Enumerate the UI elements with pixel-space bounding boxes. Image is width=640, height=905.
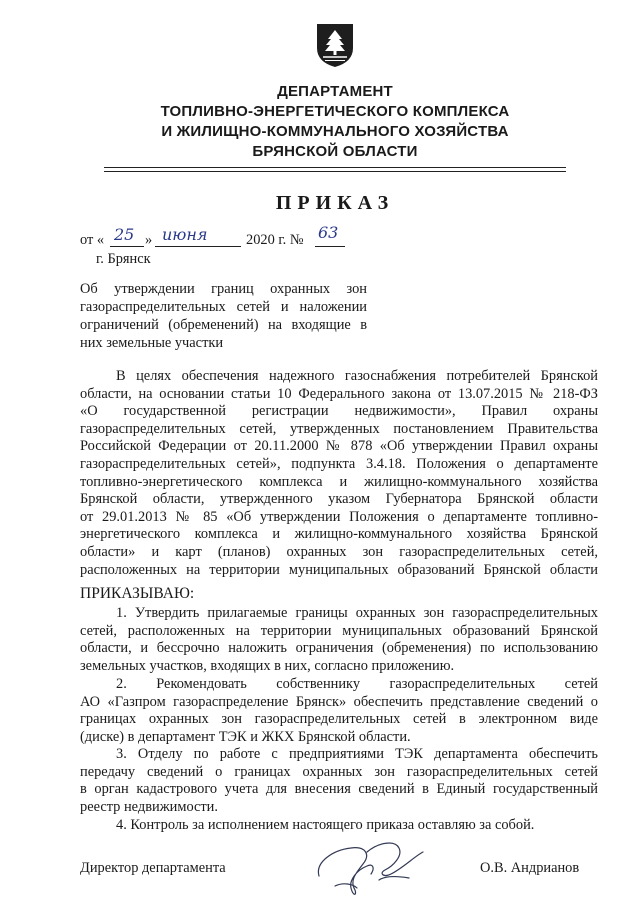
subject-line: Об утверждении границ охранных зон [80, 281, 367, 297]
order-subject [80, 280, 367, 352]
department-name-line-2: ТОПЛИВНО-ЭНЕРГЕТИЧЕСКОГО КОМПЛЕКСА [160, 103, 510, 120]
header-rule-bottom [104, 171, 566, 172]
item-line: области, и бессрочно наложить ограничения (обременения) по использованию [80, 640, 598, 657]
preamble-line: В целях обеспечения надежного газоснабжения потребителей Брянской [116, 368, 598, 384]
item-line: (диске) в департамент ТЭК и ЖКХ Брянской области. [80, 728, 411, 745]
department-name-line-3: И ЖИЛИЩНО-КОММУНАЛЬНОГО ХОЗЯЙСТВА [161, 123, 509, 140]
preamble-line: от 29.01.2013 № 85 «Об утверждении Положения о департаменте топливно- [80, 508, 598, 525]
item-line: границах охранных зон газораспределительных сетей в электронном виде [80, 711, 598, 728]
subject-line: газораспределительных сетей и наложении [80, 299, 367, 315]
preamble-line: газораспределительных сетей, утвержденных постановлением Правительства [80, 420, 598, 437]
item-line: передачу сведений о границах охранных зон газораспределительных сетей [80, 763, 598, 780]
preamble-line: Российской Федерации от 20.11.2000 № 878 «Об утверждении Правил охраны [80, 438, 598, 455]
coat-of-arms-icon [315, 22, 355, 68]
order-item-1 [80, 605, 598, 675]
order-item-3 [80, 746, 598, 816]
signatory-name: О.В. Андрианов [480, 860, 580, 876]
department-name-line-4: БРЯНСКОЙ ОБЛАСТИ [252, 143, 418, 160]
city: г. Брянск [96, 251, 151, 267]
preamble-line: энергетического комплекса и жилищно-коммунального хозяйства Брянской [80, 526, 598, 543]
date-mid: » [145, 232, 153, 248]
preamble-paragraph [80, 368, 598, 579]
preamble-line: области» и карт (планов) охранных зон газораспределительных сетей, [80, 543, 598, 560]
item-line: 2. Рекомендовать собственнику газораспределительных сетей [116, 676, 598, 692]
date-prefix: от « [80, 232, 105, 248]
item-line: 3. Отделу по работе с предприятиями ТЭК департамента обеспечить [116, 746, 598, 762]
preamble-line: расположенных на территории муниципальных образований Брянской области [80, 561, 598, 578]
subject-line: ограничений (обременений) на входящие в [80, 317, 367, 333]
preamble-line: Брянской области, утвержденного указом Губернатора Брянской области [80, 491, 598, 508]
handwritten-day: 25 [114, 225, 135, 244]
year-and-number-label: 2020 г. № [246, 232, 304, 248]
handwritten-number: 63 [318, 223, 339, 242]
preamble-line: топливно-энергетического комплекса и жилищно-коммунального хозяйства [80, 473, 598, 490]
order-item-2 [80, 676, 598, 746]
item-line: 1. Утвердить прилагаемые границы охранных зон газораспределительных [116, 605, 598, 621]
signatory-position: Директор департамента [80, 860, 226, 876]
day-blank [110, 246, 144, 247]
item-line: реестр недвижимости. [80, 798, 218, 815]
preamble-line: области, на основании статьи 10 Федерального закона от 13.07.2015 № 218-ФЗ [80, 385, 598, 402]
preamble-line: газораспределительных сетей», подпункта 3.4.18. Положения о департаменте [80, 455, 598, 472]
subject-line: них земельные участки [80, 335, 224, 351]
item-line: 4. Контроль за исполнением настоящего приказа оставляю за собой. [116, 817, 535, 833]
department-name-line-1: ДЕПАРТАМЕНТ [277, 83, 393, 100]
order-word: ПРИКАЗЫВАЮ: [80, 585, 195, 602]
number-blank [315, 246, 345, 247]
order-title: ПРИКАЗ [275, 192, 395, 214]
item-line: земельных участков, входящих в них, согласно приложению. [80, 657, 455, 674]
handwritten-month: июня [162, 225, 208, 244]
month-blank [155, 246, 241, 247]
item-line: сетей, расположенных на территории муниципальных образований Брянской [80, 622, 598, 639]
handwritten-signature-icon [313, 836, 431, 898]
item-line: в орган кадастрового учета для внесения сведений в Единый государственный [80, 781, 598, 798]
item-line: АО «Газпром газораспределение Брянск» обеспечить представление сведений о [80, 693, 598, 710]
order-item-4 [80, 817, 598, 835]
preamble-line: «О государственной регистрации недвижимости», Правил охраны [80, 403, 598, 420]
header-rule-top [104, 167, 566, 168]
